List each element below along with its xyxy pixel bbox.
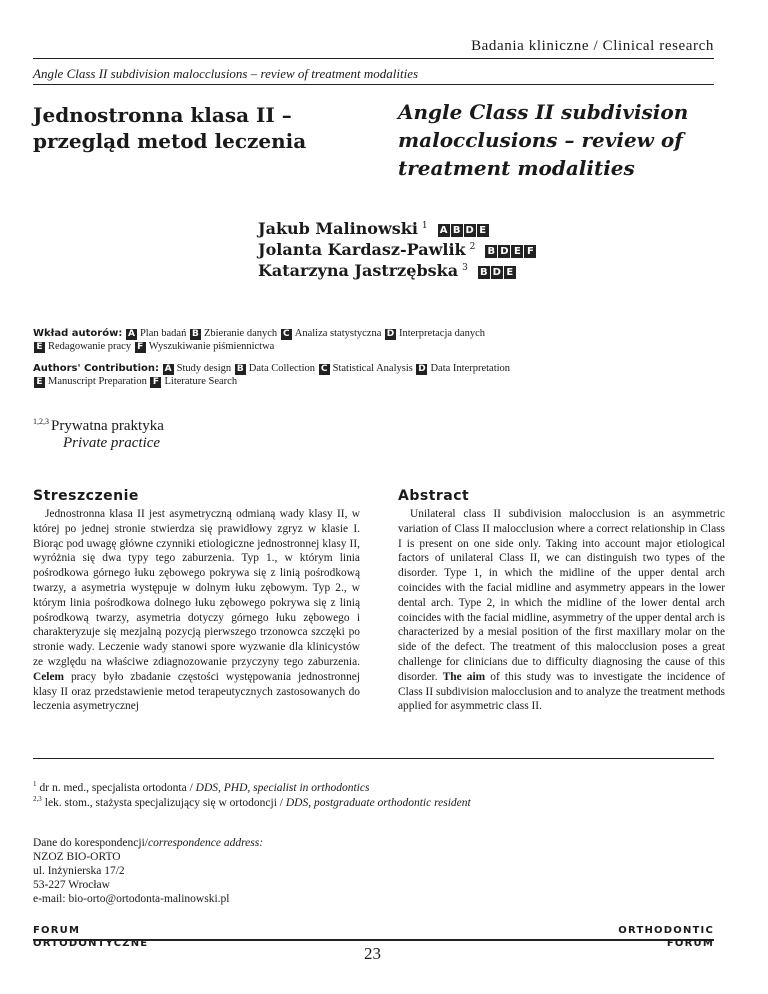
author-name: Katarzyna Jastrzębska <box>258 261 459 280</box>
affiliation-numbers: 1,2,3 <box>33 417 49 426</box>
author-affiliation-number: 2 <box>469 242 476 252</box>
correspondence-email[interactable]: e-mail: bio-orto@ortodonta-malinowski.pl <box>33 893 230 905</box>
role-desc: Analiza statystyczna <box>294 328 382 339</box>
footnote-text: lek. stom., stażysta specjalizujący się w ortodoncji / <box>44 797 286 809</box>
role-badge: E <box>511 245 523 258</box>
role-desc: Statistical Analysis <box>332 363 413 374</box>
role-badge: F <box>524 245 536 258</box>
affiliation-english: Private practice <box>63 435 161 451</box>
role-key-d: D <box>386 329 395 339</box>
correspondence-line: 53-227 Wrocław <box>33 879 110 891</box>
abstract-polish-heading: Streszczenie <box>33 488 139 504</box>
journal-name-english <box>618 924 714 950</box>
role-desc: Literature Search <box>164 376 238 387</box>
footnote-2 <box>33 795 471 809</box>
role-badge: B <box>478 266 490 279</box>
abstract-emphasis: Celem <box>33 670 64 683</box>
footnote-text-english: DDS, PHD, specialist in orthodontics <box>195 782 370 794</box>
abstract-polish-text <box>33 507 360 714</box>
role-desc: Data Collection <box>248 363 315 374</box>
abstract-text-part: of this study was to investigate the incidence of Class II subdivision malocclusion and to analyze the treatment methods applied for asymmetric class II. <box>398 670 725 713</box>
page-number: 23 <box>364 944 381 963</box>
role-key-f: F <box>150 377 161 388</box>
contributions-label: Wkład autorów: <box>33 328 123 339</box>
abstract-english-heading: Abstract <box>398 488 470 504</box>
role-badge: B <box>485 245 497 258</box>
role-badge: B <box>451 224 463 237</box>
role-key-b: B <box>190 329 201 340</box>
title-english-line1: Angle Class II subdivision <box>398 100 689 124</box>
footer-rule <box>33 939 714 941</box>
title-english-line3: treatment modalities <box>398 156 635 180</box>
affiliation <box>33 413 164 452</box>
title-polish-line1: Jednostronna klasa II – <box>33 103 292 127</box>
role-key-c: C <box>319 364 330 375</box>
role-desc: Study design <box>176 363 232 374</box>
role-key-e: E <box>34 377 45 388</box>
footnote-number: 2,3 <box>33 795 42 803</box>
correspondence-line: ul. Inżynierska 17/2 <box>33 865 125 877</box>
correspondence-block <box>33 836 263 906</box>
abstract-emphasis: The aim <box>442 670 486 683</box>
role-badge: D <box>465 225 474 236</box>
author-affiliation-number: 3 <box>462 263 468 273</box>
role-key-d: D <box>418 364 426 374</box>
role-desc: Manuscript Preparation <box>48 376 147 387</box>
journal-name-line: FORUM <box>666 938 714 949</box>
correspondence-label-english: correspondence address: <box>147 837 264 849</box>
footnote-number: 1 <box>33 780 37 788</box>
contributions-english <box>33 362 733 388</box>
role-desc: Redagowanie pracy <box>48 341 132 352</box>
abstract-english-text <box>398 507 725 714</box>
author-2 <box>258 240 537 259</box>
running-title: Angle Class II subdivision malocclusions – review of treatment modalities <box>33 66 419 81</box>
journal-name-line: ORTODONTYCZNE <box>33 938 149 949</box>
role-key-a: A <box>163 364 174 375</box>
correspondence-line: NZOZ BIO-ORTO <box>33 851 121 863</box>
role-key-f: F <box>135 342 146 353</box>
section-label: Badania kliniczne / Clinical research <box>471 38 714 54</box>
contributions-polish <box>33 327 733 353</box>
affiliation-polish: Prywatna praktyka <box>51 418 164 434</box>
footnote-text-english: DDS, postgraduate orthodontic resident <box>285 797 471 809</box>
title-english <box>398 98 728 182</box>
role-desc: Interpretacja danych <box>398 328 485 339</box>
role-badge: E <box>477 224 489 237</box>
role-key-e: E <box>34 342 45 353</box>
header-rule <box>33 58 714 59</box>
title-english-line2: malocclusions – review of <box>398 128 683 152</box>
abstract-text-part: Jednostronna klasa II jest asymetryczną odmianą wady klasy II, w której po jednej stronie stwierdza się prawidłowy zgryz w klasie I. Biorąc pod uwagę główne czynniki etiologiczne jednostronnej klasy II, wyróżnia się dwa typy tego zaburzenia. Typ 1., w którym linia pośrodkowa górnego łuku zębowego pokrywa się z linią pośrodkową twarzy, a asymetria występuje w dolnym łuku zębowym. Typ 2., w którym linia pośrodkowa dolnego łuku zębowego pokrywa się z linią pośrodkową twarzy, asymetria dotyczy górnego łuku zębowego i charakteryzuje się mezjalną pozycją pierwszego trzonowca szczęki po stronie wady. Leczenie wady stanowi spore wyzwanie dla klinicystów ze względu na właściwe zdiagnozowanie przyczyny tego zaburzenia. <box>33 508 360 668</box>
author-1 <box>258 219 490 238</box>
role-desc: Zbieranie danych <box>203 328 278 339</box>
journal-name-line: ORTHODONTIC <box>618 925 714 936</box>
running-title-rule <box>33 84 714 85</box>
role-desc: Wyszukiwanie piśmiennictwa <box>148 341 275 352</box>
abstract-text-part: Unilateral class II subdivision malocclusion is an asymmetric variation of Class II malocclusion where a correct relationship in Class I is present on one side only. Taking into account major etiological factors of unilateral Class II, we can distinguish two types of the disorder. Type 1, in which the midline of the upper dental arch coincides with the facial midline and asymmetry appears in the lower dental arch. Type 2, in which the midline of the lower dental arch coincides with the facial midline, asymmetry of the upper dental arch is characterized by a mesial position of the first maxillary molar on the side of the defect. The treatment of this malocclusion poses a great challenge for clinicians due to difficulty diagnosing the cause of this disorder. <box>398 508 725 683</box>
footnote-rule <box>33 758 714 759</box>
role-desc: Data Interpretation <box>430 363 511 374</box>
abstract-text-part: pracy było zbadanie częstości występowania jednostronnej klasy II oraz przedstawienie metod terapeutycznych zastosowanych do leczenia asymetrycznej <box>33 670 360 713</box>
footnote-text: dr n. med., specjalista ortodonta / <box>39 782 196 794</box>
author-affiliation-number: 1 <box>421 221 428 231</box>
correspondence-label: Dane do korespondencji/ <box>33 837 148 849</box>
title-polish <box>33 102 363 154</box>
title-polish-line2: przegląd metod leczenia <box>33 129 307 153</box>
role-key-b: B <box>235 364 246 375</box>
author-name: Jakub Malinowski <box>258 219 418 238</box>
role-key-a: A <box>126 329 137 340</box>
role-badge: E <box>504 266 516 279</box>
footnote-1 <box>33 780 369 794</box>
journal-name-line: FORUM <box>33 925 81 936</box>
journal-name-polish <box>33 924 148 950</box>
role-key-c: C <box>281 329 292 340</box>
role-desc: Plan badań <box>139 328 187 339</box>
role-badge: A <box>438 224 450 237</box>
author-name: Jolanta Kardasz-Pawlik <box>258 240 466 259</box>
role-badge: D <box>492 267 501 278</box>
author-3 <box>258 261 517 280</box>
contributions-label: Authors' Contribution: <box>33 363 159 374</box>
role-badge: D <box>500 246 509 257</box>
